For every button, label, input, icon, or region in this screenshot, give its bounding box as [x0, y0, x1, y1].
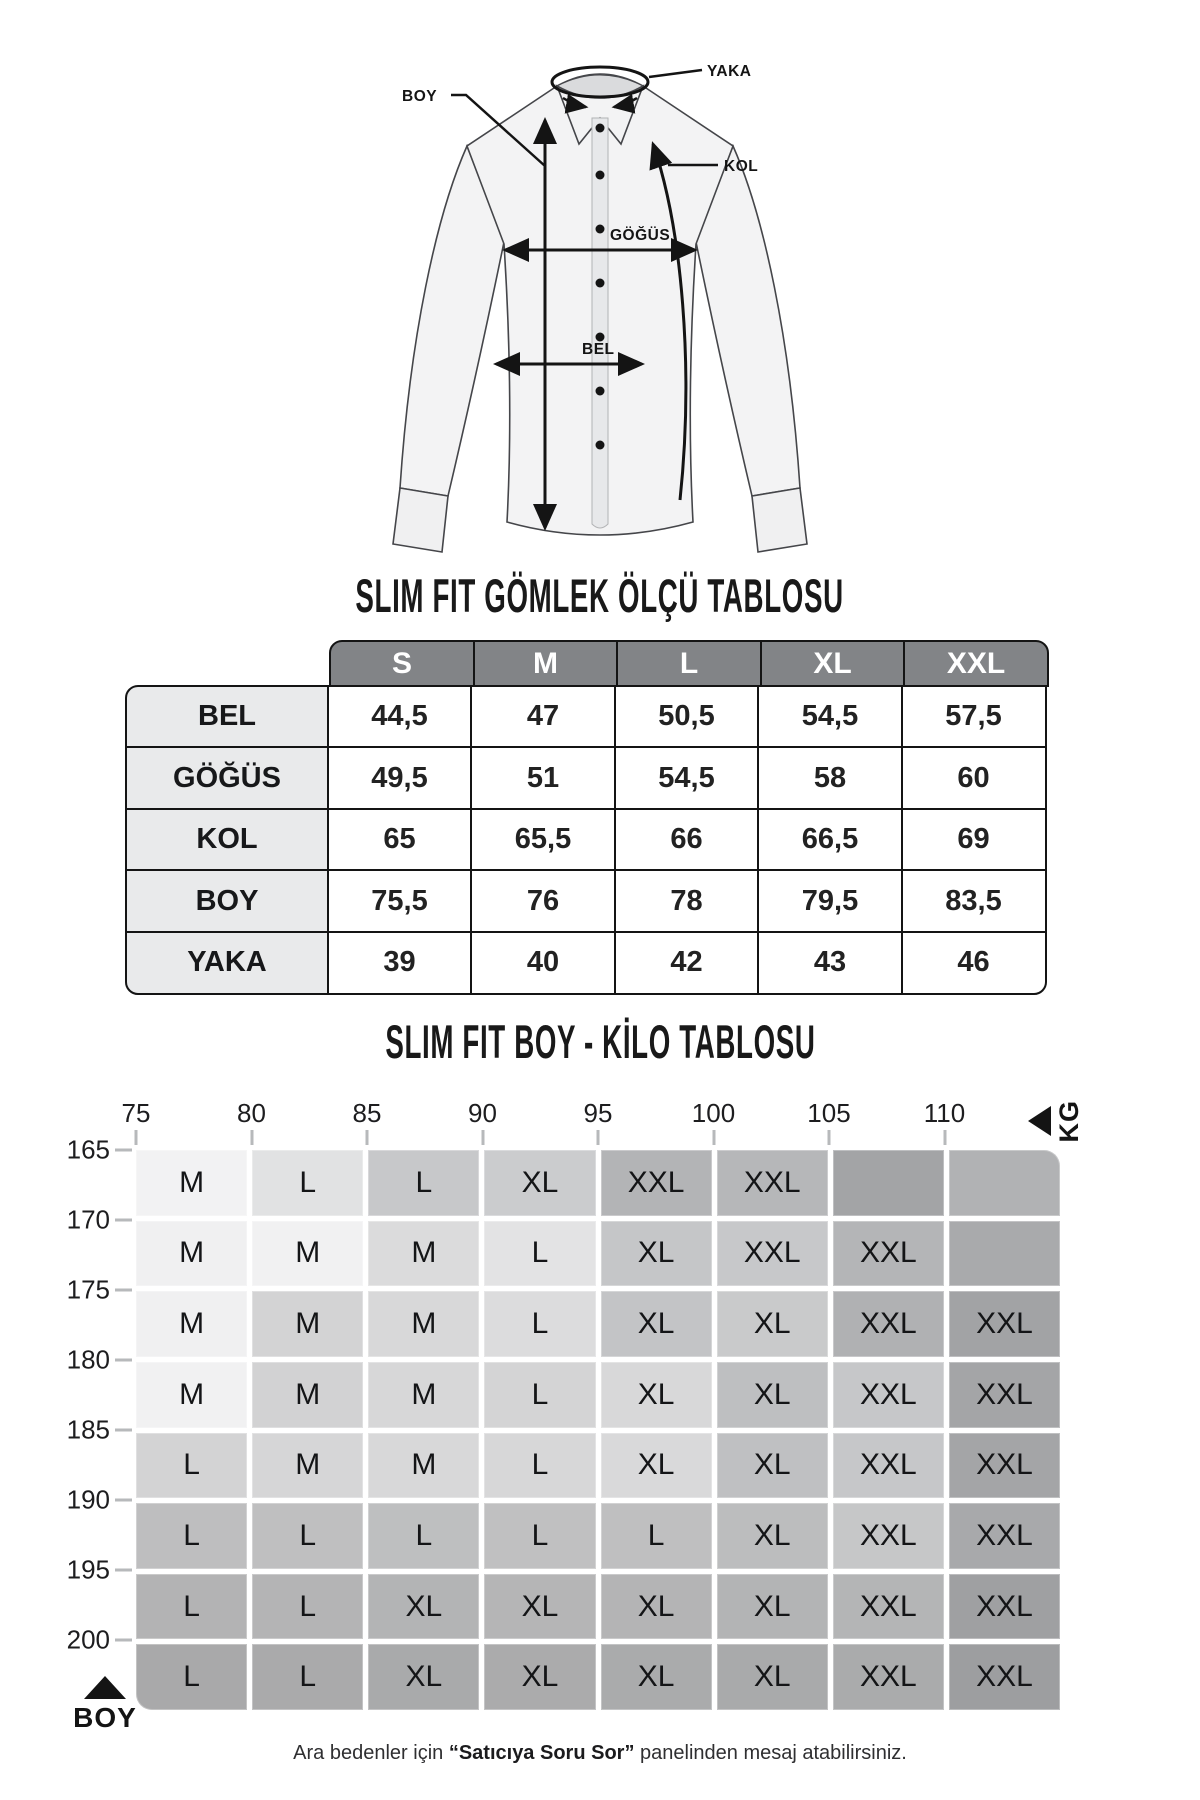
measurement-value: 57,5	[901, 685, 1047, 749]
measurement-value: 66	[614, 808, 760, 872]
measurement-label: BOY	[125, 869, 329, 933]
fit-cell	[949, 1221, 1060, 1287]
height-tick-label: 185	[66, 1414, 110, 1445]
size-column-header-xxl: XXL	[903, 640, 1049, 687]
fit-cell: L	[252, 1574, 363, 1640]
fit-cell: XXL	[949, 1644, 1060, 1710]
height-tick-mark	[115, 1149, 132, 1152]
boy-unit-label: BOY	[73, 1702, 137, 1733]
weight-tick-label: 85	[352, 1098, 382, 1128]
fit-cell: L	[136, 1503, 247, 1569]
measurement-value: 65,5	[470, 808, 616, 872]
height-tick-mark	[115, 1289, 132, 1292]
measurement-value: 39	[327, 931, 473, 995]
size-table-title: SLIM FIT GÖMLEK ÖLÇÜ TABLOSU	[355, 570, 845, 623]
size-column-header-s: S	[329, 640, 475, 687]
measurement-value: 47	[470, 685, 616, 749]
fit-cell: M	[136, 1362, 247, 1428]
fit-cell: XL	[484, 1150, 595, 1216]
height-tick-mark	[115, 1569, 132, 1572]
height-tick-label: 175	[66, 1274, 110, 1305]
size-table-row	[125, 685, 1047, 749]
height-tick-label: 195	[66, 1554, 110, 1585]
fit-matrix	[136, 1150, 1060, 1710]
measurement-value: 54,5	[614, 746, 760, 810]
fit-cell: L	[368, 1503, 479, 1569]
fit-cell: XXL	[949, 1291, 1060, 1357]
size-table-row	[125, 746, 1047, 810]
height-tick-mark	[115, 1359, 132, 1362]
weight-tick-mark	[481, 1130, 484, 1145]
weight-axis-unit	[1028, 1100, 1085, 1143]
weight-tick-mark	[828, 1130, 831, 1145]
fit-cell: XL	[717, 1574, 828, 1640]
measurement-label: KOL	[125, 808, 329, 872]
footer-post: panelinden mesaj atabilirsiniz.	[634, 1742, 907, 1764]
fit-cell: L	[484, 1362, 595, 1428]
height-tick-mark	[115, 1219, 132, 1222]
weight-tick-label: 105	[807, 1098, 851, 1128]
weight-tick-label: 90	[468, 1098, 497, 1128]
measurement-value: 54,5	[757, 685, 903, 749]
fit-cell: M	[368, 1433, 479, 1499]
fit-cell: M	[252, 1221, 363, 1287]
weight-tick-mark	[135, 1130, 138, 1145]
fit-cell: XL	[484, 1574, 595, 1640]
fit-cell: XXL	[949, 1503, 1060, 1569]
fit-cell: XL	[717, 1644, 828, 1710]
fit-cell: XL	[717, 1503, 828, 1569]
fit-cell: XXL	[949, 1362, 1060, 1428]
fit-cell: XXL	[717, 1150, 828, 1216]
footer-emphasis: “Satıcıya Soru Sor”	[448, 1742, 635, 1764]
measurement-value: 51	[470, 746, 616, 810]
fit-cell: M	[252, 1433, 363, 1499]
weight-tick-label: 95	[583, 1098, 613, 1128]
footer-pre: Ara bedenler için	[293, 1742, 449, 1764]
fit-cell: L	[252, 1150, 363, 1216]
height-tick-label: 190	[66, 1484, 110, 1515]
size-table-row	[125, 869, 1047, 933]
measurement-value: 44,5	[327, 685, 473, 749]
fit-cell: M	[368, 1362, 479, 1428]
height-tick-mark	[115, 1639, 132, 1642]
measurement-value: 66,5	[757, 808, 903, 872]
measurement-value: 83,5	[901, 869, 1047, 933]
measurement-value: 46	[901, 931, 1047, 995]
fit-cell: XXL	[833, 1644, 944, 1710]
measurement-value: 58	[757, 746, 903, 810]
fit-cell: XL	[717, 1433, 828, 1499]
weight-tick-mark	[366, 1130, 369, 1145]
fit-cell: M	[136, 1291, 247, 1357]
collar-pointer-line	[649, 70, 702, 77]
fit-cell: L	[368, 1150, 479, 1216]
fit-cell: XXL	[833, 1574, 944, 1640]
fit-cell: XL	[601, 1291, 712, 1357]
fit-cell: L	[136, 1574, 247, 1640]
up-triangle-icon	[84, 1676, 126, 1699]
measurement-value: 76	[470, 869, 616, 933]
fit-cell: XL	[484, 1644, 595, 1710]
height-tick-label: 180	[66, 1344, 110, 1375]
size-column-header-l: L	[616, 640, 762, 687]
measurement-value: 60	[901, 746, 1047, 810]
fit-cell	[949, 1150, 1060, 1216]
shirt-right-cuff	[752, 488, 807, 552]
weight-tick-mark	[250, 1130, 253, 1145]
fit-cell: L	[484, 1221, 595, 1287]
fit-cell: M	[252, 1291, 363, 1357]
fit-cell: XXL	[833, 1362, 944, 1428]
height-tick-mark	[115, 1499, 132, 1502]
length-label: BOY	[402, 88, 438, 105]
measurement-value: 78	[614, 869, 760, 933]
measurement-label: BEL	[125, 685, 329, 749]
fit-cell: M	[368, 1221, 479, 1287]
chest-label: GÖĞÜS	[610, 227, 671, 244]
fit-cell: L	[136, 1644, 247, 1710]
fit-cell: L	[484, 1291, 595, 1357]
fit-cell: M	[368, 1291, 479, 1357]
fit-cell: XXL	[833, 1503, 944, 1569]
fit-cell: XL	[601, 1362, 712, 1428]
shirt-left-cuff	[393, 488, 448, 552]
measurement-value: 42	[614, 931, 760, 995]
measurement-value: 40	[470, 931, 616, 995]
weight-tick-mark	[597, 1130, 600, 1145]
height-tick-label: 170	[66, 1204, 110, 1235]
measurement-value: 69	[901, 808, 1047, 872]
sleeve-label: KOL	[724, 158, 759, 175]
weight-tick-label: 110	[923, 1098, 966, 1128]
size-table-body	[125, 685, 1047, 995]
height-tick-label: 200	[66, 1624, 110, 1655]
height-tick-label: 165	[66, 1134, 110, 1165]
waist-label: BEL	[582, 341, 615, 358]
fit-cell: XL	[368, 1644, 479, 1710]
measurement-value: 43	[757, 931, 903, 995]
weight-tick-label: 80	[237, 1098, 266, 1128]
fit-cell: XL	[368, 1574, 479, 1640]
fit-cell: XXL	[833, 1291, 944, 1357]
measurement-value: 49,5	[327, 746, 473, 810]
shirt-measurement-diagram	[360, 38, 840, 558]
measurement-value: 50,5	[614, 685, 760, 749]
measurement-value: 79,5	[757, 869, 903, 933]
fit-cell: XL	[717, 1362, 828, 1428]
fit-cell: L	[136, 1433, 247, 1499]
weight-tick-mark	[712, 1130, 715, 1145]
size-table-header-row	[329, 640, 1049, 687]
fit-cell: M	[136, 1150, 247, 1216]
measurement-value: 65	[327, 808, 473, 872]
fit-cell: L	[484, 1503, 595, 1569]
footer-note	[0, 1742, 1200, 1765]
size-table-row	[125, 931, 1047, 995]
height-axis-unit	[63, 1676, 147, 1734]
fit-cell: L	[252, 1503, 363, 1569]
fit-cell: XXL	[949, 1574, 1060, 1640]
weight-tick-mark	[943, 1130, 946, 1145]
fit-cell: XL	[601, 1221, 712, 1287]
fit-cell: XXL	[601, 1150, 712, 1216]
fit-cell: L	[252, 1644, 363, 1710]
fit-cell: XXL	[833, 1221, 944, 1287]
fit-cell: XL	[601, 1574, 712, 1640]
size-table-row	[125, 808, 1047, 872]
weight-tick-label: 75	[121, 1098, 151, 1128]
fit-cell	[833, 1150, 944, 1216]
left-triangle-icon	[1028, 1106, 1051, 1136]
fit-cell: M	[136, 1221, 247, 1287]
fit-cell: L	[484, 1433, 595, 1499]
fit-chart-title: SLIM FIT BOY - KİLO TABLOSU	[384, 1016, 816, 1069]
fit-cell: XL	[601, 1433, 712, 1499]
measurement-label: GÖĞÜS	[125, 746, 329, 810]
fit-cell: XXL	[833, 1433, 944, 1499]
size-column-header-xl: XL	[760, 640, 906, 687]
height-tick-mark	[115, 1429, 132, 1432]
collar-label: YAKA	[707, 63, 752, 80]
fit-cell: XL	[717, 1291, 828, 1357]
weight-tick-label: 100	[691, 1098, 736, 1128]
fit-cell: XL	[601, 1644, 712, 1710]
size-column-header-m: M	[473, 640, 619, 687]
measurement-label: YAKA	[125, 931, 329, 995]
fit-cell: M	[252, 1362, 363, 1428]
kg-unit-label: KG	[1054, 1100, 1084, 1143]
measurement-value: 75,5	[327, 869, 473, 933]
fit-cell: XXL	[949, 1433, 1060, 1499]
fit-cell: XXL	[717, 1221, 828, 1287]
fit-cell: L	[601, 1503, 712, 1569]
